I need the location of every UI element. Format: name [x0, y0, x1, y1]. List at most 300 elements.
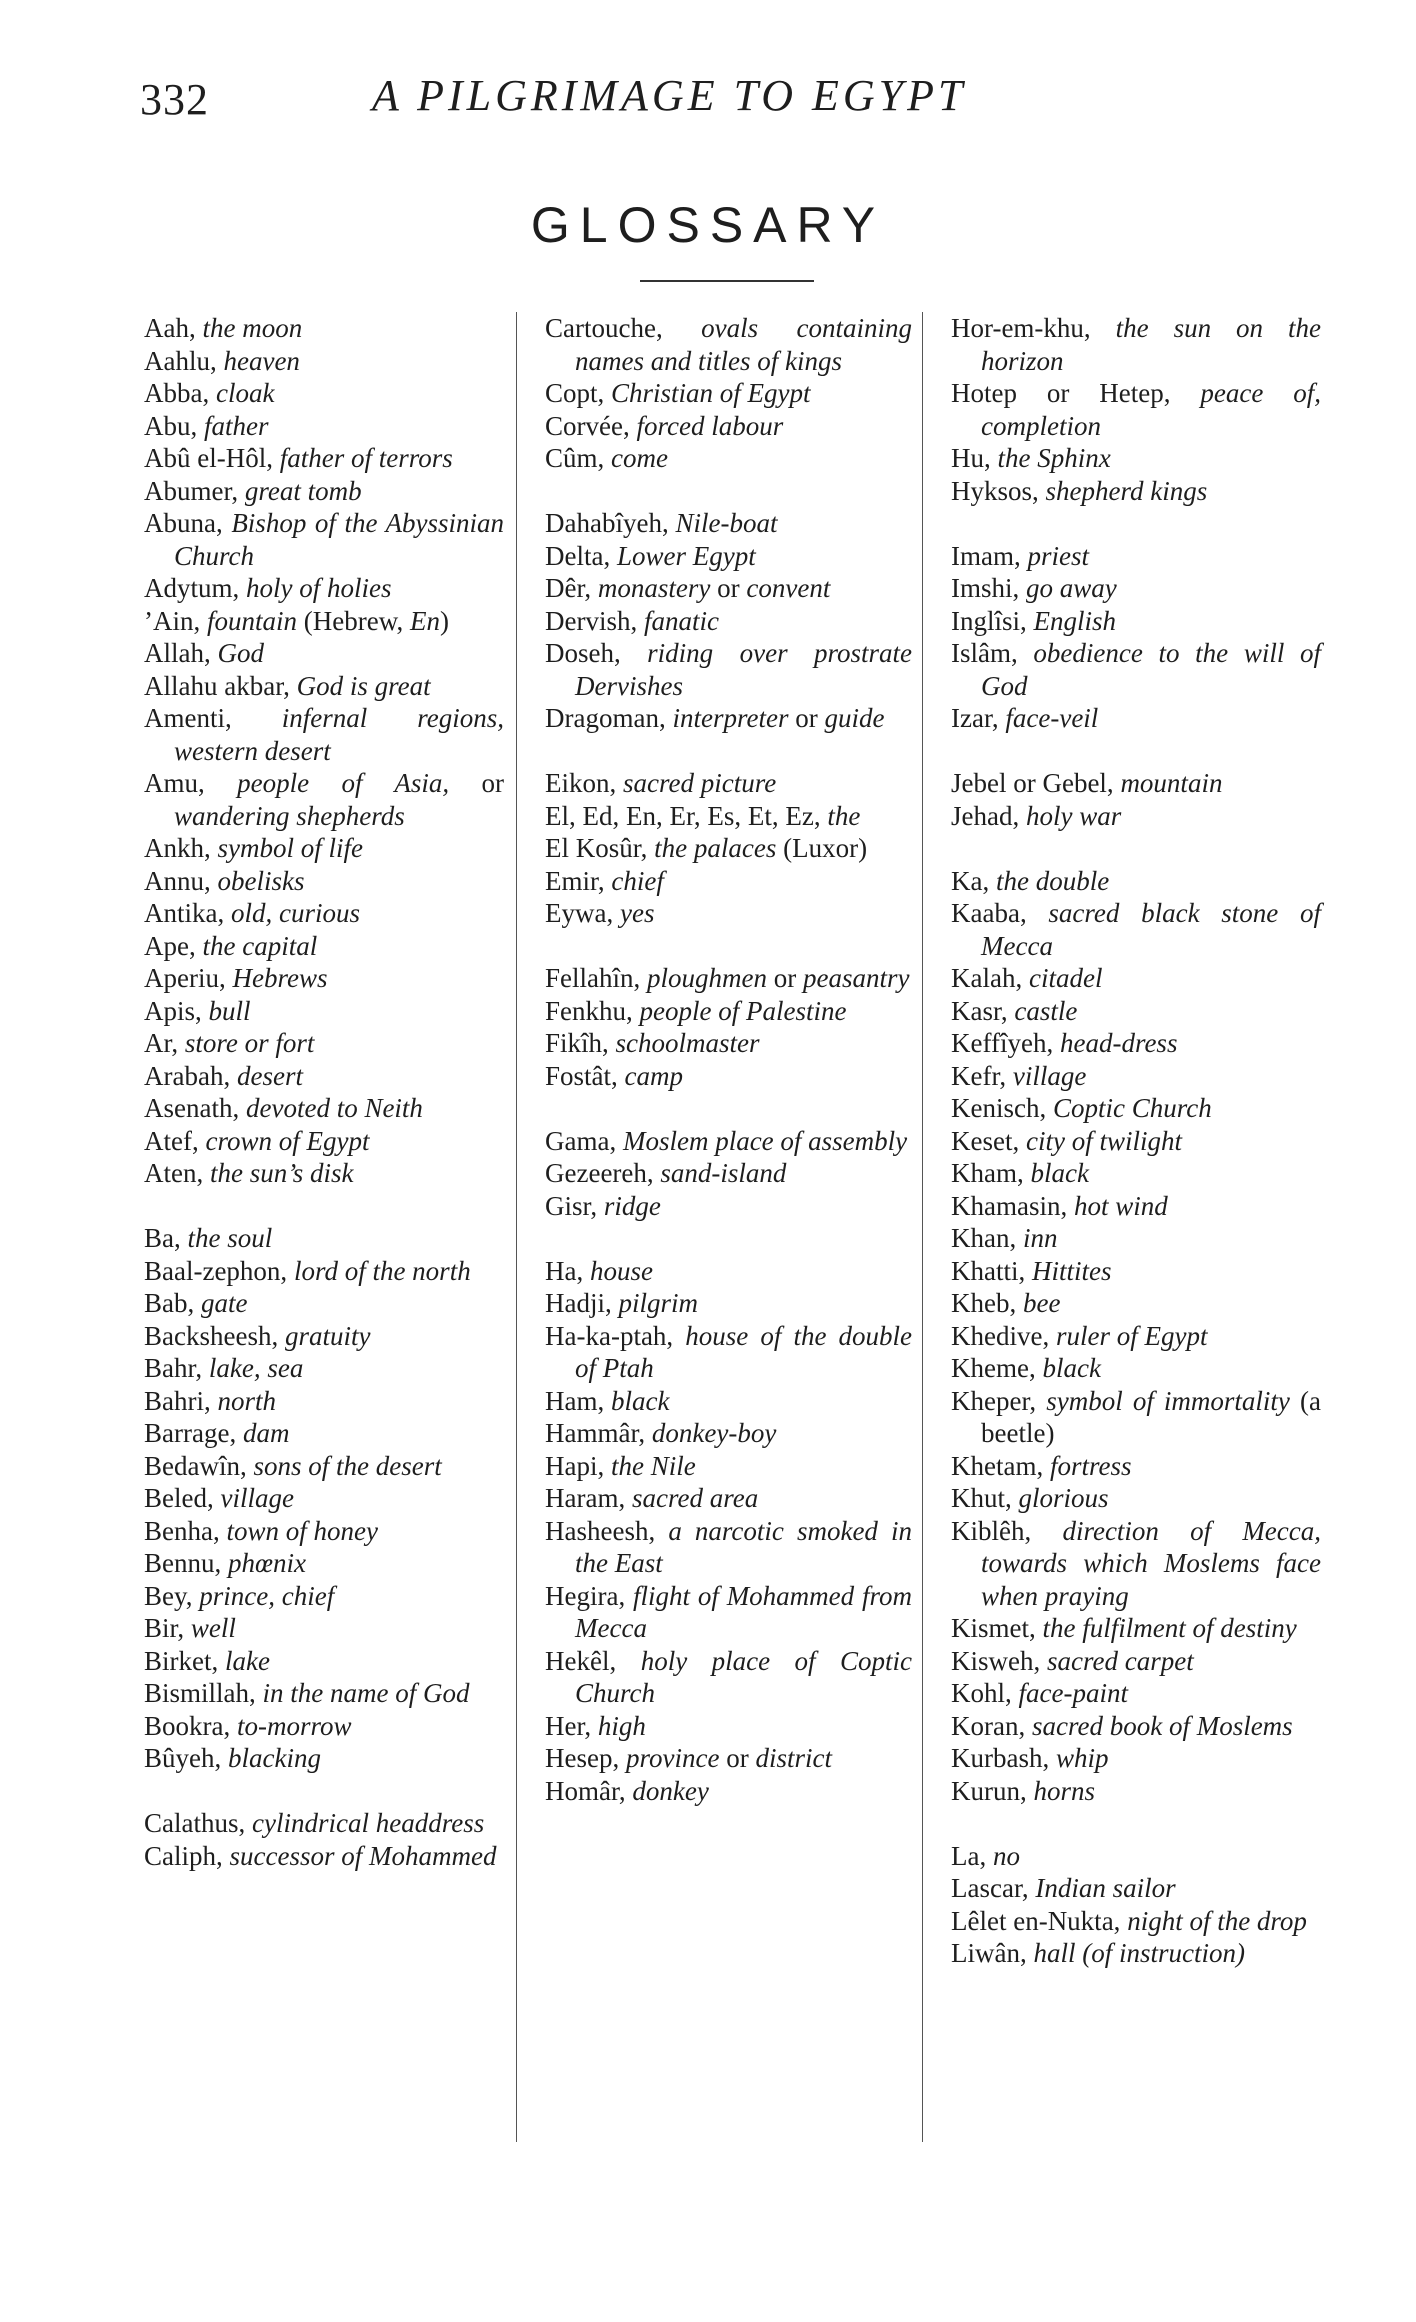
glossary-entry: [144, 1027, 504, 1060]
entry-term: Imam,: [951, 540, 1021, 571]
glossary-entry: [545, 1645, 912, 1710]
glossary-entry: [545, 1450, 912, 1483]
entry-definition: district: [755, 1743, 832, 1773]
glossary-entry: [144, 1645, 504, 1678]
entry-definition: hall (of instruction): [1033, 1938, 1245, 1968]
entry-term: Khut,: [951, 1483, 1012, 1513]
entry-definition: the double: [995, 865, 1110, 896]
entry-definition: the palaces: [654, 833, 777, 863]
entry-definition: schoolmaster: [615, 1028, 760, 1058]
entry-term: Khedive,: [951, 1320, 1050, 1351]
entry-term: Khatti,: [951, 1255, 1026, 1286]
entry-definition: sacred area: [631, 1483, 759, 1513]
entry-definition: symbol of life: [217, 833, 363, 863]
entry-term: Bookra,: [144, 1710, 231, 1741]
glossary-entry: [545, 507, 912, 540]
entry-term: Kurun,: [951, 1775, 1027, 1806]
entry-definition: a narcotic smoked in the East: [575, 1515, 913, 1578]
entry-term: Kohl,: [951, 1678, 1012, 1708]
entry-term: Islâm,: [951, 638, 1018, 668]
entry-definition: house: [589, 1255, 653, 1286]
entry-term: Cartouche,: [545, 313, 663, 343]
entry-definition: father: [204, 410, 269, 441]
entry-term: Hesep,: [545, 1743, 620, 1773]
entry-term: Jehad,: [951, 800, 1020, 831]
glossary-entry: [951, 1645, 1321, 1678]
entry-term: Antika,: [144, 898, 225, 928]
entry-definition: the Nile: [610, 1450, 696, 1481]
entry-rest: or: [719, 1743, 756, 1773]
glossary-entry: [545, 832, 912, 865]
entry-term: Amu,: [144, 768, 205, 798]
entry-definition: whip: [1055, 1743, 1109, 1773]
glossary-entry: [144, 475, 504, 508]
entry-definition: dam: [242, 1418, 290, 1448]
entry-definition: citadel: [1028, 963, 1103, 993]
entry-definition: holy of holies: [246, 573, 392, 603]
entry-term: Aperiu,: [144, 963, 226, 993]
entry-definition: black: [1030, 1158, 1089, 1188]
glossary-entry: [545, 1742, 912, 1775]
entry-definition: no: [992, 1840, 1020, 1871]
entry-definition: camp: [624, 1060, 683, 1091]
entry-term: Keffîyeh,: [951, 1028, 1054, 1058]
entry-term: Kalah,: [951, 963, 1023, 993]
entry-definition: yes: [619, 898, 655, 928]
entry-term: ’Ain,: [144, 605, 201, 636]
entry-definition: God: [217, 638, 264, 668]
glossary-entry: [545, 572, 912, 605]
entry-term: Dêr,: [545, 573, 592, 603]
entry-term: Lascar,: [951, 1873, 1029, 1903]
glossary-entry: [545, 410, 912, 443]
entry-term: Dahabîyeh,: [545, 508, 669, 538]
glossary-entry: [144, 1060, 504, 1093]
entry-term: Asenath,: [144, 1093, 240, 1123]
glossary-entry: [951, 897, 1321, 962]
entry-definition: bull: [208, 995, 251, 1026]
entry-definition: city of twilight: [1025, 1125, 1182, 1156]
entry-definition: house of the double of Ptah: [575, 1320, 913, 1383]
entry-definition: devoted to Neith: [245, 1093, 423, 1123]
entry-definition: north: [217, 1385, 277, 1416]
entry-term: Ha-ka-ptah,: [545, 1320, 674, 1351]
entry-term: Abu,: [144, 410, 198, 441]
entry-definition: ploughmen: [647, 963, 767, 993]
entry-rest: or: [788, 703, 825, 733]
entry-definition: the capital: [202, 930, 318, 961]
glossary-entry: [545, 995, 912, 1028]
glossary-entry: [545, 637, 912, 702]
entry-term: Delta,: [545, 540, 611, 571]
glossary-entry: [545, 1027, 912, 1060]
glossary-entry: [144, 1157, 504, 1190]
glossary-entry: [144, 312, 504, 345]
glossary-entry: [545, 1320, 912, 1385]
glossary-entry: [951, 605, 1321, 638]
glossary-entry: [144, 410, 504, 443]
glossary-entry: [144, 1612, 504, 1645]
entry-term: Eikon,: [545, 768, 617, 798]
entry-term: Calathus,: [144, 1808, 246, 1838]
entry-definition: peasantry: [802, 963, 910, 993]
glossary-entry: [951, 312, 1321, 377]
glossary-entry: [951, 1060, 1321, 1093]
entry-term: Fikîh,: [545, 1028, 609, 1058]
entry-definition: come: [611, 443, 668, 473]
glossary-entry: [951, 1157, 1321, 1190]
column-divider: [516, 312, 517, 2142]
glossary-entry: [144, 345, 504, 378]
entry-definition: Hittites: [1032, 1255, 1112, 1286]
entry-definition: peace of, completion: [981, 378, 1322, 441]
entry-definition: mountain: [1120, 768, 1223, 798]
entry-term: Abba,: [144, 378, 210, 408]
entry-definition: inn: [1022, 1223, 1058, 1253]
glossary-entry: [144, 637, 504, 670]
entry-definition: En: [409, 605, 440, 636]
entry-rest: or: [710, 573, 747, 603]
entry-term: Beled,: [144, 1483, 214, 1513]
glossary-entry: [144, 767, 504, 832]
entry-definition: interpreter: [672, 703, 789, 733]
glossary-entry: [545, 605, 912, 638]
glossary-entry: [144, 1482, 504, 1515]
glossary-entry: [144, 962, 504, 995]
entry-definition: high: [597, 1710, 646, 1741]
glossary-entry: [144, 1450, 504, 1483]
entry-definition: donkey-boy: [651, 1418, 777, 1448]
entry-definition: sacred black stone of Mecca: [981, 898, 1321, 961]
glossary-entry: [545, 1385, 912, 1418]
entry-term: Benha,: [144, 1515, 220, 1546]
entry-term: Kheper,: [951, 1385, 1037, 1416]
entry-rest: or: [766, 963, 803, 993]
entry-term: Ba,: [144, 1223, 181, 1253]
glossary-entry: [951, 1450, 1321, 1483]
glossary-entry: [951, 767, 1321, 800]
glossary-entry: [144, 702, 504, 767]
entry-definition: Bishop of the Abyssinian Church: [174, 508, 505, 571]
entry-term: Kisweh,: [951, 1645, 1041, 1676]
glossary-entry: [545, 442, 912, 475]
entry-definition: symbol of immortality: [1046, 1385, 1290, 1416]
entry-definition: desert: [236, 1060, 303, 1091]
entry-term: Keset,: [951, 1125, 1020, 1156]
glossary-entry: [144, 1807, 504, 1840]
glossary-entry: [144, 1417, 504, 1450]
glossary-entry: [951, 995, 1321, 1028]
entry-definition: Coptic Church: [1052, 1093, 1212, 1123]
entry-term: Amenti,: [144, 703, 232, 733]
entry-definition: sacred picture: [623, 768, 777, 798]
glossary-entry: [951, 442, 1321, 475]
glossary-entry: [144, 995, 504, 1028]
entry-term: Gezeereh,: [545, 1158, 654, 1188]
glossary-entry: [545, 1710, 912, 1743]
glossary-entry: [144, 670, 504, 703]
entry-term: Bûyeh,: [144, 1743, 222, 1773]
entry-definition: sacred book of Moslems: [1031, 1710, 1293, 1741]
entry-definition: riding over prostrate Dervishes: [575, 638, 912, 701]
entry-definition: infernal regions, western desert: [174, 703, 504, 766]
entry-term: Bey,: [144, 1580, 193, 1611]
entry-term: Arabah,: [144, 1060, 231, 1091]
entry-term: Ar,: [144, 1028, 179, 1058]
glossary-entry: [144, 865, 504, 898]
entry-term: Dragoman,: [545, 703, 666, 733]
entry-term: Fenkhu,: [545, 995, 633, 1026]
entry-term: Bab,: [144, 1288, 195, 1318]
entry-rest: (Hebrew,: [297, 605, 410, 636]
entry-definition: gate: [201, 1288, 248, 1318]
entry-term: La,: [951, 1840, 987, 1871]
glossary-entry: [951, 1612, 1321, 1645]
glossary-entry: [144, 832, 504, 865]
entry-term: Homâr,: [545, 1775, 626, 1806]
entry-term: Bahri,: [144, 1385, 211, 1416]
entry-term: Barrage,: [144, 1418, 237, 1448]
entry-definition: obedience to the will of God: [981, 638, 1321, 701]
entry-term: Backsheesh,: [144, 1320, 279, 1351]
entry-definition: convent: [746, 573, 831, 603]
entry-term: Adytum,: [144, 573, 240, 603]
entry-definition: flight of Mohammed from Mecca: [575, 1580, 912, 1643]
entry-term: Apis,: [144, 995, 202, 1026]
entry-term: Ankh,: [144, 833, 211, 863]
glossary-entry: [545, 897, 912, 930]
entry-definition: fountain: [207, 605, 298, 636]
glossary-entry: [545, 962, 912, 995]
entry-term: Inglîsi,: [951, 605, 1027, 636]
glossary-entry: [144, 1222, 504, 1255]
entry-term: Kismet,: [951, 1613, 1036, 1643]
glossary-entry: [951, 1287, 1321, 1320]
entry-term: Khan,: [951, 1223, 1017, 1253]
entry-definition: ruler of Egypt: [1055, 1320, 1208, 1351]
entry-term: Khamasin,: [951, 1190, 1068, 1221]
glossary-entry: [545, 1515, 912, 1580]
entry-definition: holy place of Coptic Church: [575, 1645, 913, 1708]
glossary-entry: [545, 1580, 912, 1645]
glossary-entry: [951, 800, 1321, 833]
entry-definition: glorious: [1018, 1483, 1109, 1513]
running-title: A PILGRIMAGE TO EGYPT: [372, 71, 967, 120]
entry-definition: hot wind: [1073, 1190, 1168, 1221]
title-rule: [640, 280, 814, 282]
glossary-entry: [951, 1937, 1321, 1970]
entry-term: Koran,: [951, 1710, 1026, 1741]
glossary-entry: [144, 1125, 504, 1158]
entry-definition: Lower Egypt: [616, 540, 756, 571]
glossary-entry: [951, 1677, 1321, 1710]
entry-definition: bee: [1022, 1288, 1061, 1318]
entry-term: Haram,: [545, 1483, 626, 1513]
entry-term: Allahu akbar,: [144, 670, 290, 701]
column-divider: [922, 312, 923, 2142]
entry-definition: cloak: [215, 378, 275, 408]
glossary-entry: [951, 1125, 1321, 1158]
glossary-entry: [951, 1222, 1321, 1255]
entry-definition: head-dress: [1059, 1028, 1178, 1058]
glossary-entry: [951, 377, 1321, 442]
entry-definition: phœnix: [228, 1548, 306, 1578]
entry-term: Ka,: [951, 865, 990, 896]
entry-definition: horns: [1033, 1775, 1096, 1806]
entry-term: Atef,: [144, 1125, 199, 1156]
entry-definition: old, curious: [231, 898, 361, 928]
entry-definition: town of honey: [226, 1515, 378, 1546]
entry-term: Ha,: [545, 1255, 584, 1286]
entry-definition: blacking: [228, 1743, 321, 1773]
entry-definition: people of Palestine: [639, 995, 847, 1026]
glossary-entry: [951, 637, 1321, 702]
entry-definition: lake: [225, 1645, 270, 1676]
glossary-entry: [144, 1320, 504, 1353]
entry-term: Hasheesh,: [545, 1515, 656, 1546]
glossary-entry: [545, 767, 912, 800]
glossary-entry: [144, 1092, 504, 1125]
entry-term: Kheme,: [951, 1353, 1036, 1383]
entry-term: Kheb,: [951, 1288, 1017, 1318]
entry-term: Gisr,: [545, 1190, 598, 1221]
glossary-entry: [144, 1287, 504, 1320]
entry-term: Hor-em-khu,: [951, 313, 1091, 343]
glossary-entry: [545, 1060, 912, 1093]
entry-definition: night of the drop: [1127, 1905, 1307, 1936]
entry-definition: English: [1033, 605, 1117, 636]
entry-definition: successor of Mohammed: [229, 1840, 497, 1871]
entry-definition: direction of Mecca, towards which Moslems face when praying: [981, 1515, 1322, 1611]
entry-rest: (a beetle): [981, 1385, 1321, 1448]
entry-term: El, Ed, En, Er, Es, Et, Ez,: [545, 800, 821, 831]
entry-term: Jebel or Gebel,: [951, 768, 1114, 798]
entry-term: Bedawîn,: [144, 1450, 247, 1481]
entry-term: Aah,: [144, 313, 196, 343]
entry-definition: the sun’s disk: [209, 1158, 354, 1188]
entry-term: Corvée,: [545, 410, 630, 441]
entry-definition: Hebrews: [232, 963, 328, 993]
entry-definition: face-paint: [1018, 1678, 1128, 1708]
entry-term: Allah,: [144, 638, 211, 668]
glossary-entry: [545, 865, 912, 898]
entry-term: Hegira,: [545, 1580, 626, 1611]
entry-term: Kham,: [951, 1158, 1024, 1188]
entry-definition: great tomb: [244, 475, 362, 506]
entry-definition: the sun on the horizon: [981, 313, 1322, 376]
glossary-entry: [951, 1255, 1321, 1288]
entry-definition: store or fort: [184, 1028, 315, 1058]
entry-definition: well: [190, 1613, 236, 1643]
entry-definition: castle: [1014, 995, 1078, 1026]
glossary-entry: [951, 1872, 1321, 1905]
glossary-entry: [951, 572, 1321, 605]
entry-term: Bismillah,: [144, 1678, 256, 1708]
entry-term: Imshi,: [951, 573, 1020, 603]
entry-definition: donkey: [632, 1775, 709, 1806]
glossary-entry: [951, 475, 1321, 508]
glossary-entry: [144, 507, 504, 572]
entry-term: Birket,: [144, 1645, 219, 1676]
entry-term: Liwân,: [951, 1938, 1027, 1968]
entry-definition: sacred carpet: [1047, 1645, 1194, 1676]
entry-definition: wandering shepherds: [174, 800, 405, 831]
entry-term: Fostât,: [545, 1060, 618, 1091]
entry-term: Bennu,: [144, 1548, 222, 1578]
glossary-entry: [545, 377, 912, 410]
entry-definition: people of Asia,: [237, 768, 450, 798]
glossary-entry: [951, 1515, 1321, 1613]
entry-term: Bahr,: [144, 1353, 203, 1383]
entry-term: Ham,: [545, 1385, 605, 1416]
entry-term: Aahlu,: [144, 345, 217, 376]
glossary-entry: [545, 1255, 912, 1288]
glossary-entry: [144, 1255, 504, 1288]
glossary-entry: [144, 897, 504, 930]
glossary-entry: [545, 1775, 912, 1808]
entry-definition: the: [827, 800, 861, 831]
entry-definition: fortress: [1049, 1450, 1132, 1481]
entry-term: El Kosûr,: [545, 833, 648, 863]
glossary-entry: [951, 1905, 1321, 1938]
glossary-entry: [951, 1775, 1321, 1808]
entry-term: Baal-zephon,: [144, 1255, 288, 1286]
glossary-entry: [545, 312, 912, 377]
entry-term: Fellahîn,: [545, 963, 641, 993]
entry-definition: guide: [824, 703, 885, 733]
entry-term: Abû el-Hôl,: [144, 443, 273, 473]
glossary-column-1: [144, 312, 504, 1872]
entry-term: Copt,: [545, 378, 605, 408]
glossary-entry: [144, 572, 504, 605]
entry-definition: Indian sailor: [1035, 1873, 1176, 1903]
entry-rest: or: [449, 768, 505, 798]
entry-definition: crown of Egypt: [205, 1125, 370, 1156]
entry-term: Caliph,: [144, 1840, 223, 1871]
entry-definition: the moon: [202, 313, 303, 343]
entry-term: Annu,: [144, 865, 211, 896]
glossary-entry: [951, 1320, 1321, 1353]
entry-term: Kiblêh,: [951, 1515, 1032, 1546]
glossary-entry: [951, 1092, 1321, 1125]
entry-term: Emir,: [545, 865, 605, 896]
glossary-entry: [144, 442, 504, 475]
entry-term: Abuna,: [144, 508, 223, 538]
glossary-entry: [144, 1840, 504, 1873]
glossary-entry: [144, 1352, 504, 1385]
entry-definition: sons of the desert: [253, 1450, 442, 1481]
glossary-entry: [951, 702, 1321, 735]
entry-term: Hyksos,: [951, 475, 1039, 506]
entry-definition: Moslem place of assembly: [622, 1125, 908, 1156]
glossary-entry: [951, 540, 1321, 573]
glossary-entry: [545, 1157, 912, 1190]
entry-term: Kurbash,: [951, 1743, 1050, 1773]
glossary-entry: [144, 1385, 504, 1418]
glossary-entry: [951, 1027, 1321, 1060]
glossary-column-3: [951, 312, 1321, 1970]
glossary-entry: [144, 1580, 504, 1613]
glossary-entry: [545, 540, 912, 573]
glossary-entry: [545, 1482, 912, 1515]
entry-definition: Nile-boat: [675, 508, 778, 538]
glossary-entry: [144, 1515, 504, 1548]
entry-definition: forced labour: [636, 410, 784, 441]
glossary-entry: [951, 1482, 1321, 1515]
entry-term: Doseh,: [545, 638, 621, 668]
entry-definition: village: [220, 1483, 294, 1513]
entry-definition: lake, sea: [208, 1353, 304, 1383]
